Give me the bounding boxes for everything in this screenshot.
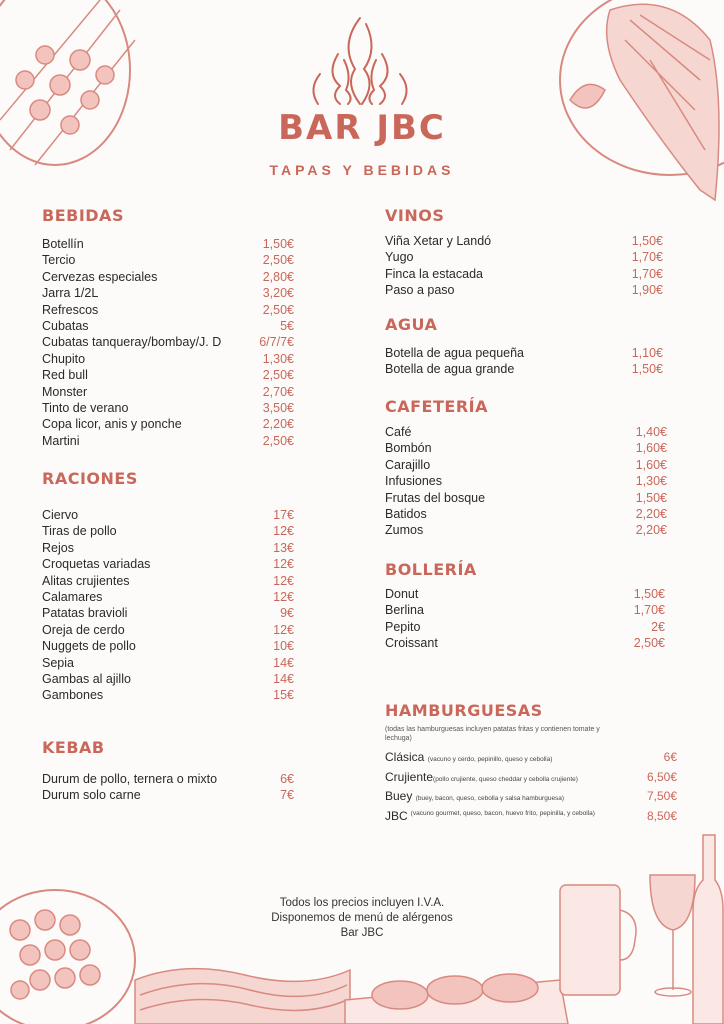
list-raciones [42,507,294,704]
menu-item-name: Carajillo [385,457,431,472]
hamburguesas-note: (todas las hamburguesas incluyen patatas fritas y contienen tomate y lechuga) [385,726,600,742]
menu-item-price: 2,20€ [635,523,667,538]
menu-item-name: Paso a paso [385,283,455,298]
section-title-vinos: VINOS [385,206,445,225]
footer-allergen-note: Disponemos de menú de alérgenos [271,912,453,924]
section-title-hamburguesas: HAMBURGUESAS [385,701,543,720]
menu-item [385,506,667,522]
menu-item-price: 12€ [273,622,294,637]
menu-item-price: 2€ [651,619,665,634]
menu-item [42,507,294,523]
flame-logo-icon [300,14,420,110]
menu-item-price: 2,20€ [635,506,667,521]
menu-item [42,655,294,671]
menu-item-price: 1,50€ [633,587,665,601]
menu-item-price: 9€ [280,606,294,621]
menu-item-price: 1,70€ [631,266,663,281]
menu-item [42,771,294,787]
section-title-kebab: KEBAB [42,738,105,757]
menu-item-name: Croquetas variadas [42,557,151,572]
menu-item-name: Berlina [385,603,424,618]
menu-item-price: 14€ [273,655,294,670]
menu-item-name: Botella de agua grande [385,362,515,377]
menu-item [385,602,665,618]
menu-item [42,540,294,556]
menu-item-price: 1,60€ [635,441,667,456]
menu-item-name: Frutas del bosque [385,490,486,505]
menu-item-name: Viña Xetar y Landó [385,234,492,248]
menu-item-name: Gambones [42,688,104,703]
menu-item-name: Gambas al ajillo [42,671,131,686]
section-title-bolleria: BOLLERÍA [385,560,477,579]
menu-item [42,351,294,367]
section-title-cafeteria: CAFETERÍA [385,397,488,416]
menu-item-name: Batidos [385,506,427,521]
menu-item-name: Bombón [385,441,432,456]
menu-item [385,424,667,440]
menu-item [385,266,663,282]
menu-item [385,282,663,298]
burger-item [385,788,677,808]
menu-item-price: 2,50€ [262,433,294,448]
menu-item-name: Cubatas tanqueray/bombay/J. D [42,335,222,350]
menu-item [42,367,294,383]
menu-item-name: Tinto de verano [42,400,129,415]
list-cafeteria [385,424,667,539]
burger-desc: (buey, bacon, queso, cebolla y salsa hamburguesa) [415,795,565,802]
menu-item [385,586,665,602]
menu-item [385,522,667,538]
menu-item [42,302,294,318]
menu-item-price: 1,70€ [631,250,663,265]
menu-item-price: 6€ [280,772,294,786]
section-title-agua: AGUA [385,315,438,334]
menu-item-price: 12€ [273,573,294,588]
list-hamburguesas [385,749,677,824]
brand-title: BAR JBC [278,108,446,148]
menu-item-name: Zumos [385,523,424,538]
section-title-raciones: RACIONES [42,469,138,488]
menu-item [42,252,294,268]
menu-item-price: 1,50€ [631,362,663,377]
menu-item-price: 2,80€ [262,269,294,284]
menu-item-price: 2,20€ [262,417,294,432]
bread-board-illustration [340,960,570,1024]
menu-item [42,589,294,605]
menu-item [42,285,294,301]
menu-item-price: 1,50€ [631,234,663,248]
menu-item [42,334,294,350]
burger-name: Crujiente [385,769,434,784]
menu-item-name: Refrescos [42,302,99,317]
menu-item-price: 1,70€ [633,603,665,618]
menu-item-name: Botellín [42,237,84,251]
menu-item-price: 1,60€ [635,457,667,472]
menu-item [385,457,667,473]
menu-item [385,490,667,506]
list-agua [385,345,663,378]
burger-name: Buey [385,789,413,803]
menu-item [42,605,294,621]
menu-item-price: 2,70€ [262,384,294,399]
menu-item [385,249,663,265]
menu-item [42,269,294,285]
menu-item-name: Calamares [42,589,103,604]
burger-price: 6€ [663,750,677,764]
menu-item-name: Finca la estacada [385,266,483,281]
menu-item-name: Pepito [385,619,421,634]
menu-item-price: 3,50€ [262,400,294,415]
menu-item-name: Donut [385,587,419,601]
footer [0,896,724,941]
menu-item-name: Patatas bravioli [42,606,128,621]
menu-item-price: 2,50€ [633,636,665,651]
list-vinos [385,233,663,299]
menu-item-name: Oreja de cerdo [42,622,125,637]
menu-item [385,619,665,635]
menu-item-price: 15€ [273,688,294,703]
burger-price: 8,50€ [646,808,677,823]
menu-item [42,787,294,803]
menu-item [42,556,294,572]
burger-desc: (vacuno gourmet, queso, bacon, huevo frito, pepinilla, y cebolla) [410,809,595,817]
menu-item [42,400,294,416]
menu-item-price: 1,90€ [631,283,663,298]
footer-bar-name: Bar JBC [340,927,384,939]
menu-item-price: 12€ [273,524,294,539]
menu-item-price: 1,30€ [262,351,294,366]
menu-item-name: Cervezas especiales [42,269,158,284]
menu-item [42,573,294,589]
burger-name: Clásica [385,750,425,764]
menu-item-name: Alitas crujientes [42,573,130,588]
menu-item-name: Tercio [42,253,76,268]
menu-item-price: 1,40€ [635,425,667,439]
burger-desc: (pollo crujiente, queso cheddar y cebolla crujiente) [433,775,578,783]
footer-vat-note: Todos los precios incluyen I.V.A. [279,897,445,909]
menu-item-price: 2,50€ [262,253,294,268]
list-bebidas [42,236,294,449]
menu-item [385,473,667,489]
section-title-bebidas: BEBIDAS [42,206,124,225]
menu-item [42,236,294,252]
menu-item-name: Copa licor, anis y ponche [42,417,182,432]
menu-item-name: Durum solo carne [42,788,141,803]
menu-item [42,318,294,334]
menu-item-name: Yugo [385,250,414,265]
menu-item [42,671,294,687]
menu-item-name: Chupito [42,351,86,366]
list-bolleria [385,586,665,652]
brand-tagline: TAPAS Y BEBIDAS [269,162,455,178]
menu-item [42,638,294,654]
menu-item-price: 1,50€ [262,237,294,251]
skewers-illustration [0,0,140,175]
menu-item-price: 2,50€ [262,302,294,317]
menu-item-price: 12€ [273,589,294,604]
list-kebab [42,771,294,804]
menu-item-name: Monster [42,384,88,399]
menu-item-name: Martini [42,433,80,448]
menu-item-name: Infusiones [385,474,442,489]
menu-item-name: Nuggets de pollo [42,639,136,654]
menu-item [42,523,294,539]
menu-item [42,416,294,432]
burger-price: 7,50€ [646,789,677,803]
menu-item-price: 17€ [273,508,294,522]
burger-item [385,749,677,769]
menu-item-price: 3,20€ [262,286,294,301]
burger-item [385,808,677,825]
menu-item-name: Jarra 1/2L [42,286,99,301]
menu-item-price: 1,10€ [631,346,663,360]
menu-item [385,635,665,651]
menu-item [385,440,667,456]
burger-desc: (vacuno y cerdo, pepinillo, queso y cebolla) [427,756,553,763]
menu-item-price: 5€ [280,318,294,333]
menu-item-name: Croissant [385,636,438,651]
roast-plate-illustration [550,0,724,210]
menu-item-price: 1,50€ [635,490,667,505]
menu-item-name: Ciervo [42,508,79,522]
menu-item-price: 14€ [273,671,294,686]
menu-item-name: Durum de pollo, ternera o mixto [42,772,218,786]
menu-item-price: 10€ [273,639,294,654]
menu-item-name: Cubatas [42,318,89,333]
menu-item-price: 13€ [273,540,294,555]
menu-item-price: 12€ [273,557,294,572]
menu-item-name: Café [385,425,412,439]
menu-item-name: Red bull [42,368,88,383]
menu-item-name: Sepia [42,655,74,670]
menu-item [385,345,663,361]
menu-item-name: Rejos [42,540,74,555]
menu-item [385,233,663,249]
menu-item [42,622,294,638]
burger-item [385,769,677,789]
menu-item-name: Tiras de pollo [42,524,117,539]
menu-item [385,361,663,377]
menu-item-price: 1,30€ [635,474,667,489]
burger-name: JBC [385,808,408,823]
menu-item-price: 7€ [280,788,294,803]
menu-item [42,687,294,703]
menu-item-price: 6/7/7€ [259,335,294,350]
menu-item-name: Botella de agua pequeña [385,346,525,360]
menu-item-price: 2,50€ [262,368,294,383]
menu-item [42,384,294,400]
menu-item [42,433,294,449]
burger-price: 6,50€ [646,769,677,784]
bacon-illustration [125,950,355,1024]
